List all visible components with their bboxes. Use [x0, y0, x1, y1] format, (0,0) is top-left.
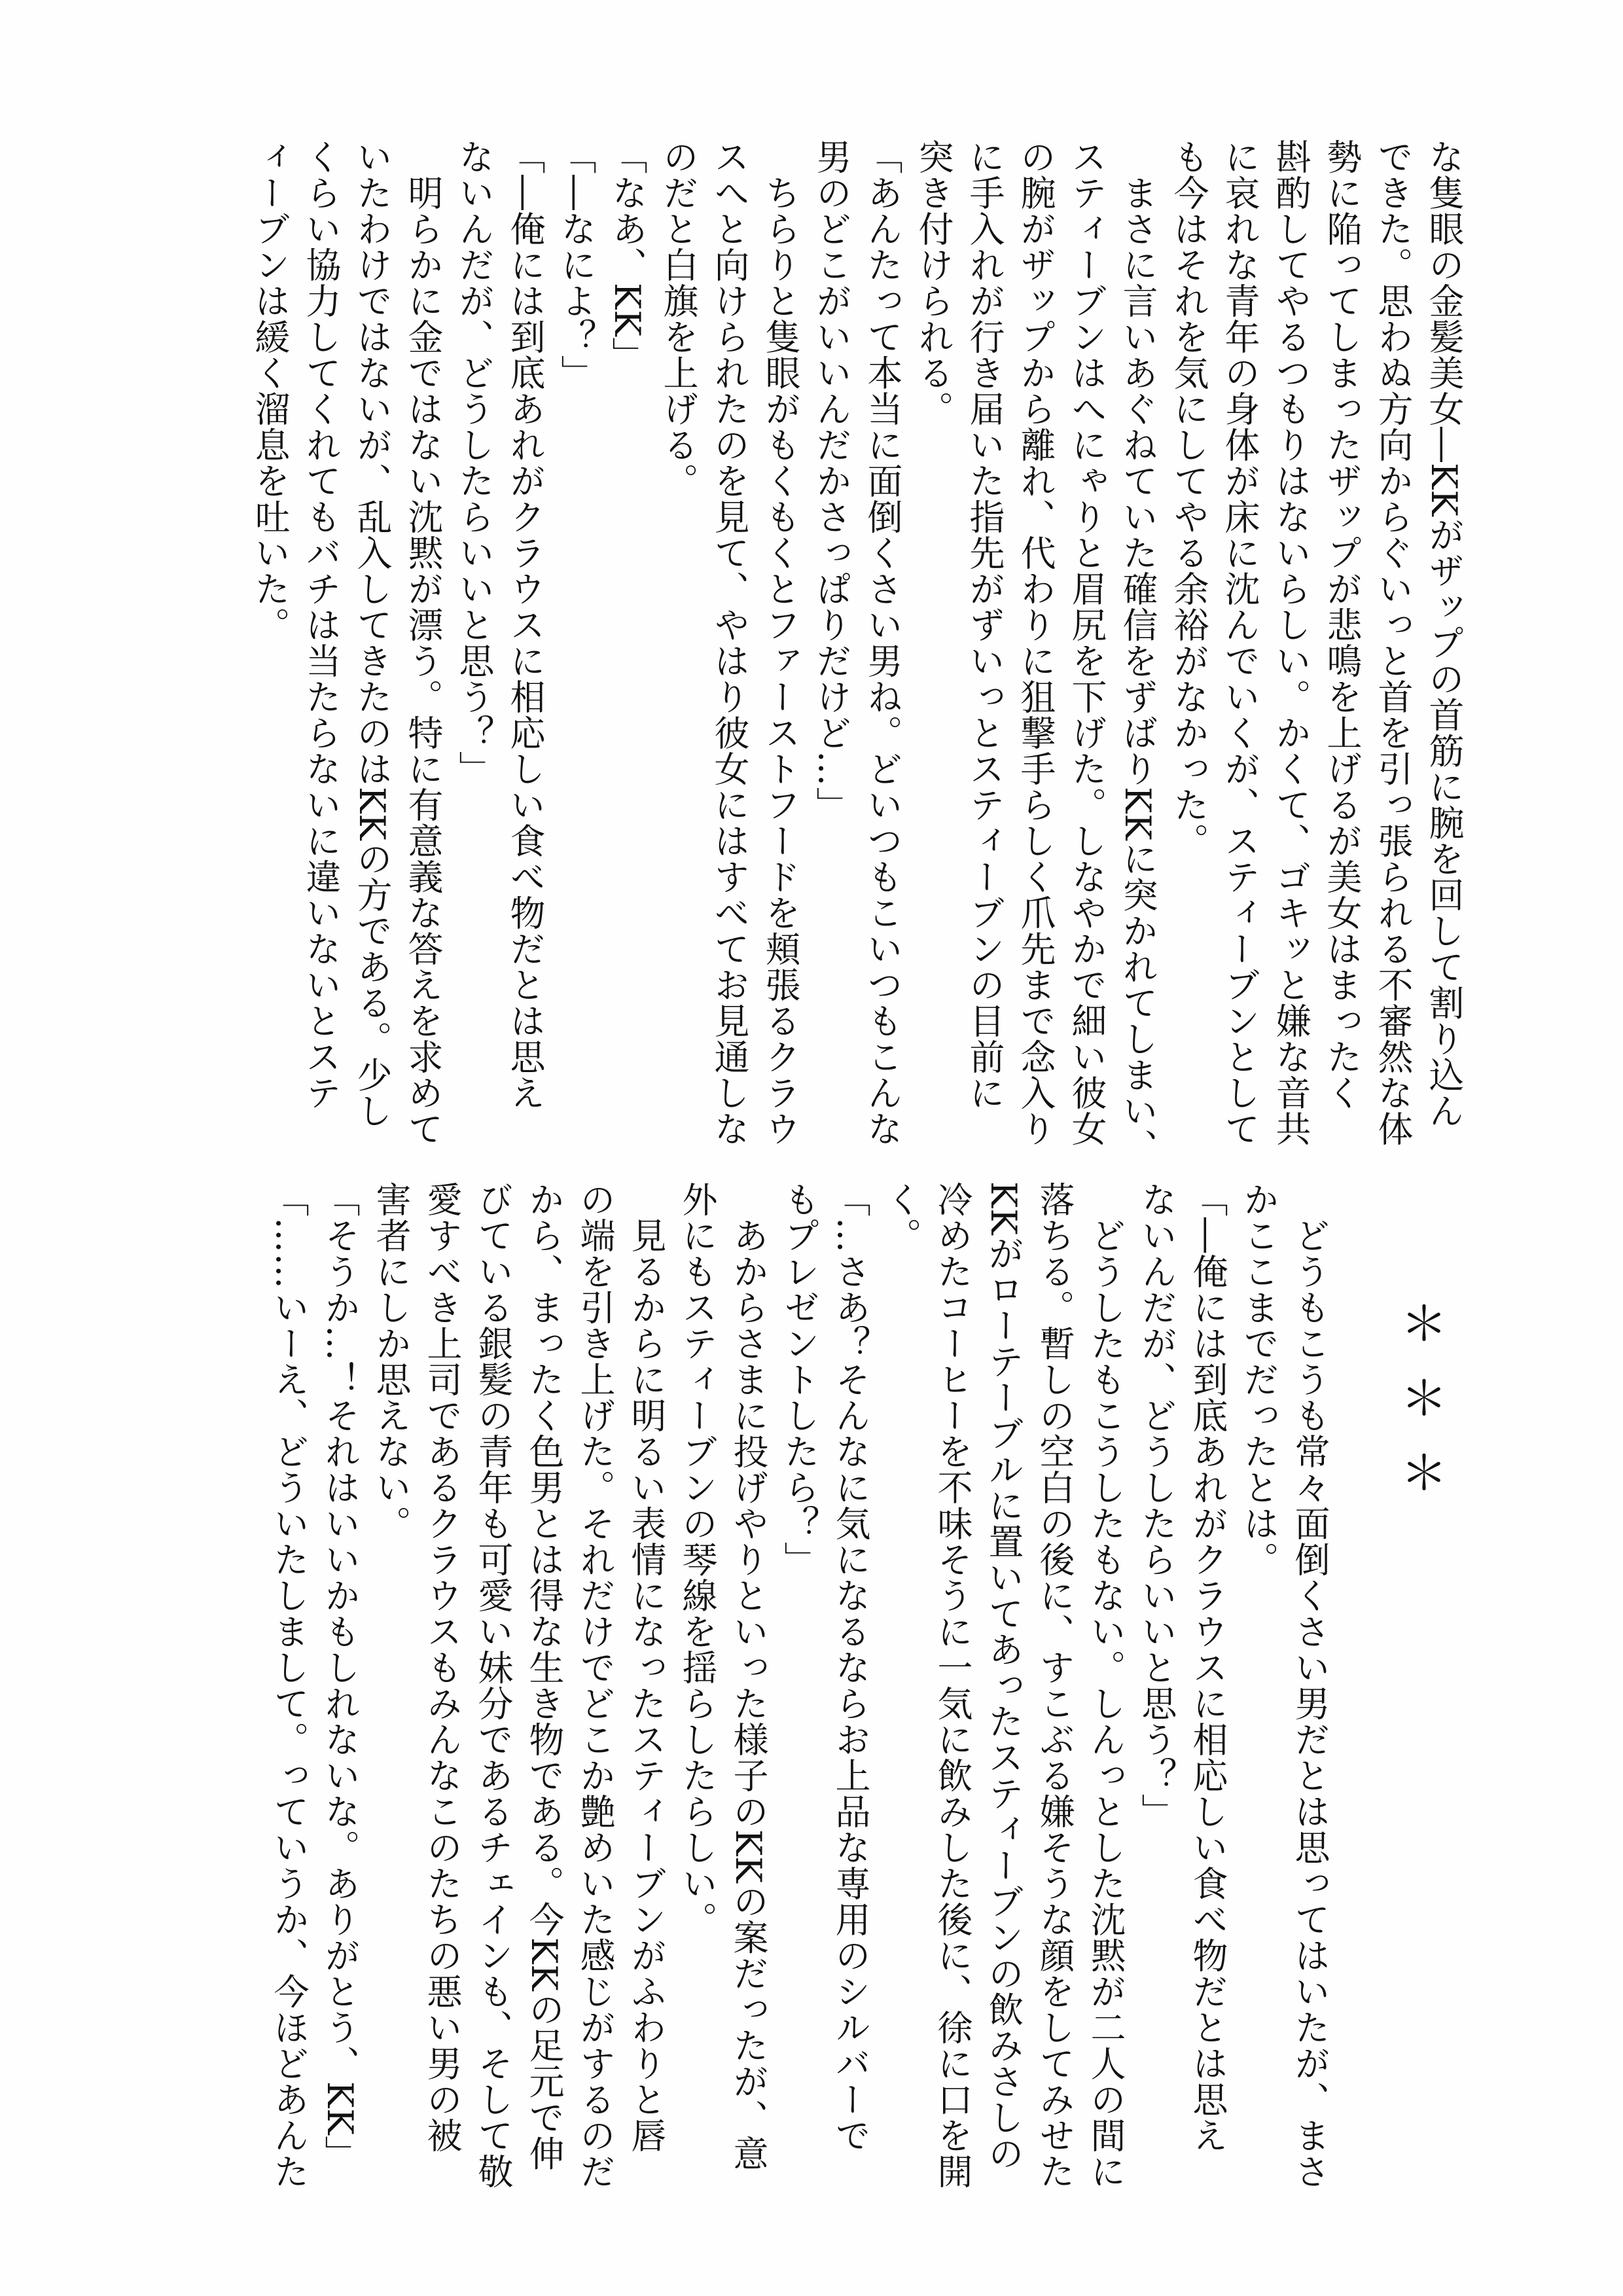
text-line: 落ちる。暫しの空白の後に、すこぶる嫌そうな顔をしてみせた	[1034, 1181, 1075, 2189]
text-line: 勢に陥ってしまったザップが悲鳴を上げるが美女はまったく	[1321, 139, 1363, 1111]
text-line: どうしたもこうしたもない。しんっとした沈黙が二人の間に	[1085, 1181, 1126, 2189]
text-line: 見るからに明るい表情になったスティーブンがふわりと唇	[626, 1181, 667, 2153]
text-line: 「―なによ？」	[556, 139, 597, 391]
text-line: 斟酌してやるつもりはないらしい。かくて、ゴキッと嫌な音共	[1270, 139, 1311, 1147]
text-line: 「そうか…！それはいいかもしれないな。ありがとう、KK」	[319, 1181, 361, 2172]
text-line: KKがローテーブルに置いてあったスティーブンの飲みさしの	[983, 1181, 1024, 2172]
text-line: ないんだが、どうしたらいいと思う？」	[1136, 1181, 1177, 1829]
text-line: く。	[881, 1181, 922, 1253]
text-line: 男のどこがいいんだかさっぱりだけど…」	[811, 139, 852, 823]
text-line: 愛すべき上司であるクラウスもみんなこのたちの悪い男の被	[421, 1181, 463, 2153]
text-line: もプレゼントしたら？」	[779, 1181, 820, 1577]
text-line: どうもこうも常々面倒くさい男だとは思ってはいたが、まさ	[1289, 1181, 1330, 2189]
text-line: できた。思わぬ方向からぐいっと首を引っ張られる不審然な体	[1372, 139, 1414, 1147]
text-line: の腕がザップから離れ、代わりに狙撃手らしく爪先まで念入り	[1015, 139, 1056, 1147]
text-line: のだと白旗を上げる。	[658, 139, 699, 499]
text-line: も今はそれを気にしてやる余裕がなかった。	[1168, 139, 1209, 859]
text-line: ないんだが、どうしたらいいと思う？」	[454, 139, 495, 787]
text-line: に手入れが行き届いた指先がずいっとスティーブンの目前に	[964, 139, 1005, 1111]
text-line: スティーブンはへにゃりと眉尻を下げた。しなやかで細い彼女	[1066, 139, 1107, 1147]
text-line: ィーブンは緩く溜息を吐いた。	[249, 139, 291, 643]
text-block-top	[244, 139, 1469, 1165]
text-line: 「―俺には到底あれがクラウスに相応しい食べ物だとは思え	[505, 139, 546, 1111]
text-line: 害者にしか思えない。	[370, 1181, 412, 1541]
text-line: かここまでだったとは。	[1238, 1181, 1279, 1577]
text-block-bottom	[263, 1181, 1335, 2189]
text-line: あからさまに投げやりといった様子のKKの案だったが、意	[728, 1181, 769, 2172]
text-line: 「…さあ？そんなに気になるならお上品な専用のシルバーで	[830, 1181, 871, 2153]
text-line: 外にもスティーブンの琴線を揺らしたらしい。	[677, 1181, 718, 1937]
text-line: 「なあ、KK」	[607, 139, 648, 373]
text-line: から、まったく色男とは得な生き物である。今KKの足元で伸	[524, 1181, 565, 2172]
text-line: な隻眼の金髪美女―KKがザップの首筋に腕を回して割り込ん	[1423, 139, 1465, 1129]
text-line: びている銀髪の青年も可愛い妹分であるチェインも、そして敬	[473, 1181, 514, 2189]
text-line: に哀れな青年の身体が床に沈んでいくが、スティーブンとして	[1219, 139, 1260, 1147]
text-line: の端を引き上げた。それだけでどこか艶めいた感じがするのだ	[575, 1181, 616, 2189]
text-line: ちらりと隻眼がもくもくとファーストフードを頬張るクラウ	[760, 139, 801, 1147]
text-line: 「……いーえ、どういたしまして。っていうか、今ほどあんた	[268, 1181, 310, 2189]
text-line: 突き付けられる。	[913, 139, 954, 427]
section-break: ＊＊＊	[1393, 1299, 1448, 1523]
text-line: いたわけではないが、乱入してきたのはKKの方である。少し	[351, 139, 393, 1129]
text-line: 「―俺には到底あれがクラウスに相応しい食べ物だとは思え	[1187, 1181, 1228, 2153]
text-line: スへと向けられたのを見て、やはり彼女にはすべてお見通しな	[709, 139, 750, 1147]
text-line: くらい協力してくれてもバチは当たらないに違いないとステ	[300, 139, 342, 1111]
text-line: 冷めたコーヒーを不味そうに一気に飲みした後に、徐に口を開	[932, 1181, 973, 2189]
text-line: 「あんたって本当に面倒くさい男ね。どいつもこいつもこんな	[862, 139, 903, 1147]
text-line: まさに言いあぐねていた確信をずばりKKに突かれてしまい、	[1117, 139, 1158, 1165]
text-line: 明らかに金ではない沈黙が漂う。特に有意義な答えを求めて	[402, 139, 444, 1147]
